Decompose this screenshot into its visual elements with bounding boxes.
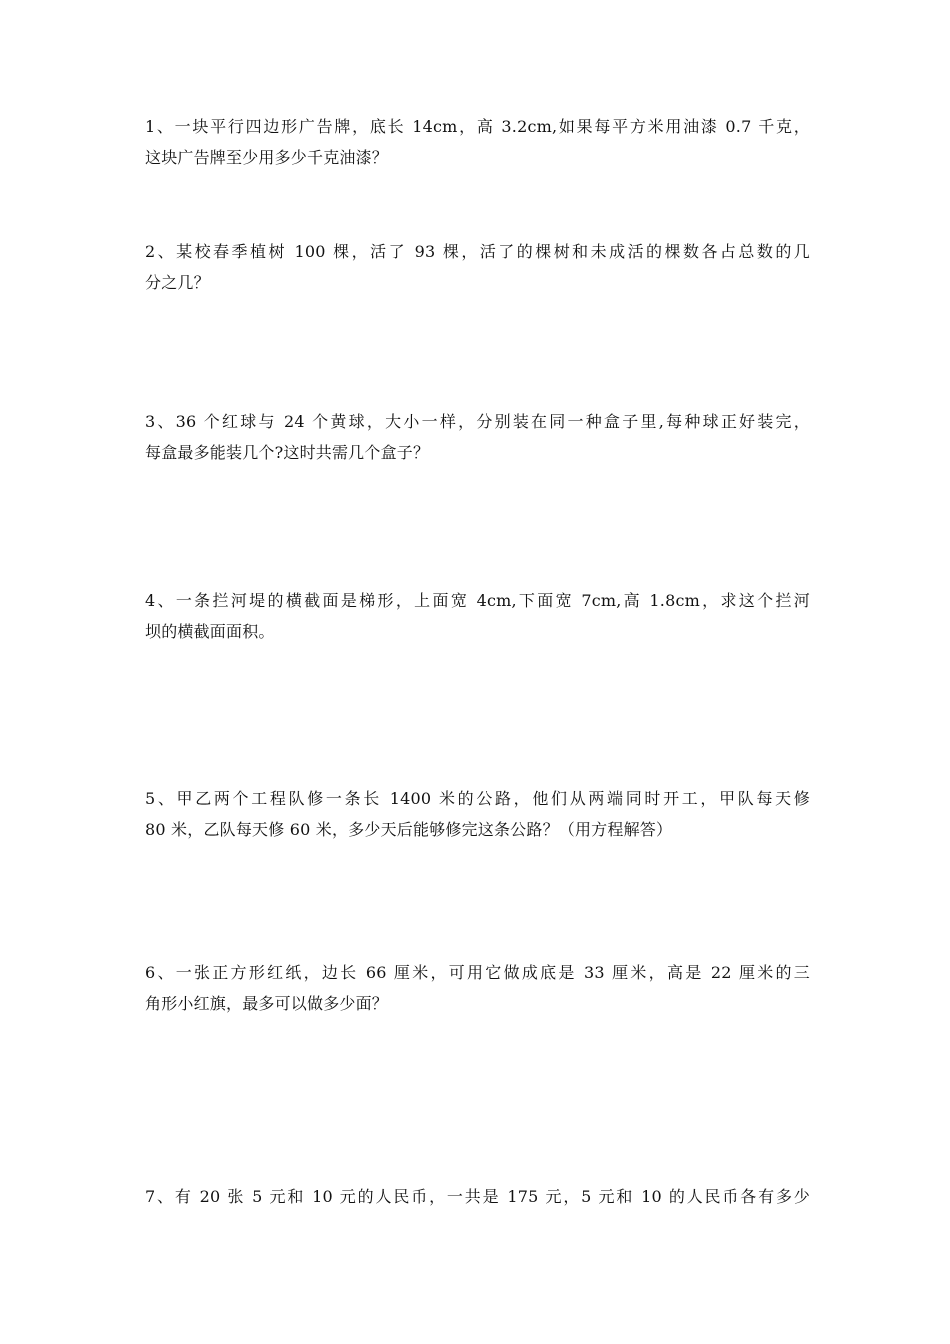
problem-4 [145, 585, 810, 647]
problem-2-line-1: 2、某校春季植树 100 棵，活了 93 棵，活了的棵树和未成活的棵数各占总数的几 [145, 242, 810, 261]
problem-6 [145, 957, 810, 1019]
problem-2-line-2: 分之几？ [145, 273, 210, 292]
problem-4-line-1: 4、一条拦河堤的横截面是梯形，上面宽 4cm,下面宽 7cm,高 1.8cm，求这个拦河 [145, 591, 810, 610]
problem-7-line-1: 7、有 20 张 5 元和 10 元的人民币，一共是 175 元，5 元和 10 的人民币各有多少 [145, 1187, 810, 1206]
problem-3-line-1: 3、36 个红球与 24 个黄球，大小一样，分别装在同一种盒子里,每种球正好装完， [145, 412, 810, 431]
problem-1 [145, 111, 810, 173]
problem-4-line-2: 坝的横截面面积。 [145, 622, 275, 641]
problem-3-line-2: 每盒最多能装几个?这时共需几个盒子？ [145, 443, 430, 462]
problem-5-line-2: 80 米，乙队每天修 60 米，多少天后能够修完这条公路？（用方程解答） [145, 820, 673, 839]
problem-1-line-1: 1、一块平行四边形广告牌，底长 14cm，高 3.2cm,如果每平方米用油漆 0.7 千克， [145, 117, 810, 136]
problem-2 [145, 236, 810, 298]
problem-6-line-1: 6、一张正方形红纸，边长 66 厘米，可用它做成底是 33 厘米，高是 22 厘米的三 [145, 963, 810, 982]
problem-7 [145, 1181, 810, 1212]
problem-5-line-1: 5、甲乙两个工程队修一条长 1400 米的公路，他们从两端同时开工，甲队每天修 [145, 789, 810, 808]
problem-3 [145, 406, 810, 468]
problem-6-line-2: 角形小红旗，最多可以做多少面？ [145, 994, 389, 1013]
problem-1-line-2: 这块广告牌至少用多少千克油漆？ [145, 148, 389, 167]
problem-5 [145, 783, 810, 845]
